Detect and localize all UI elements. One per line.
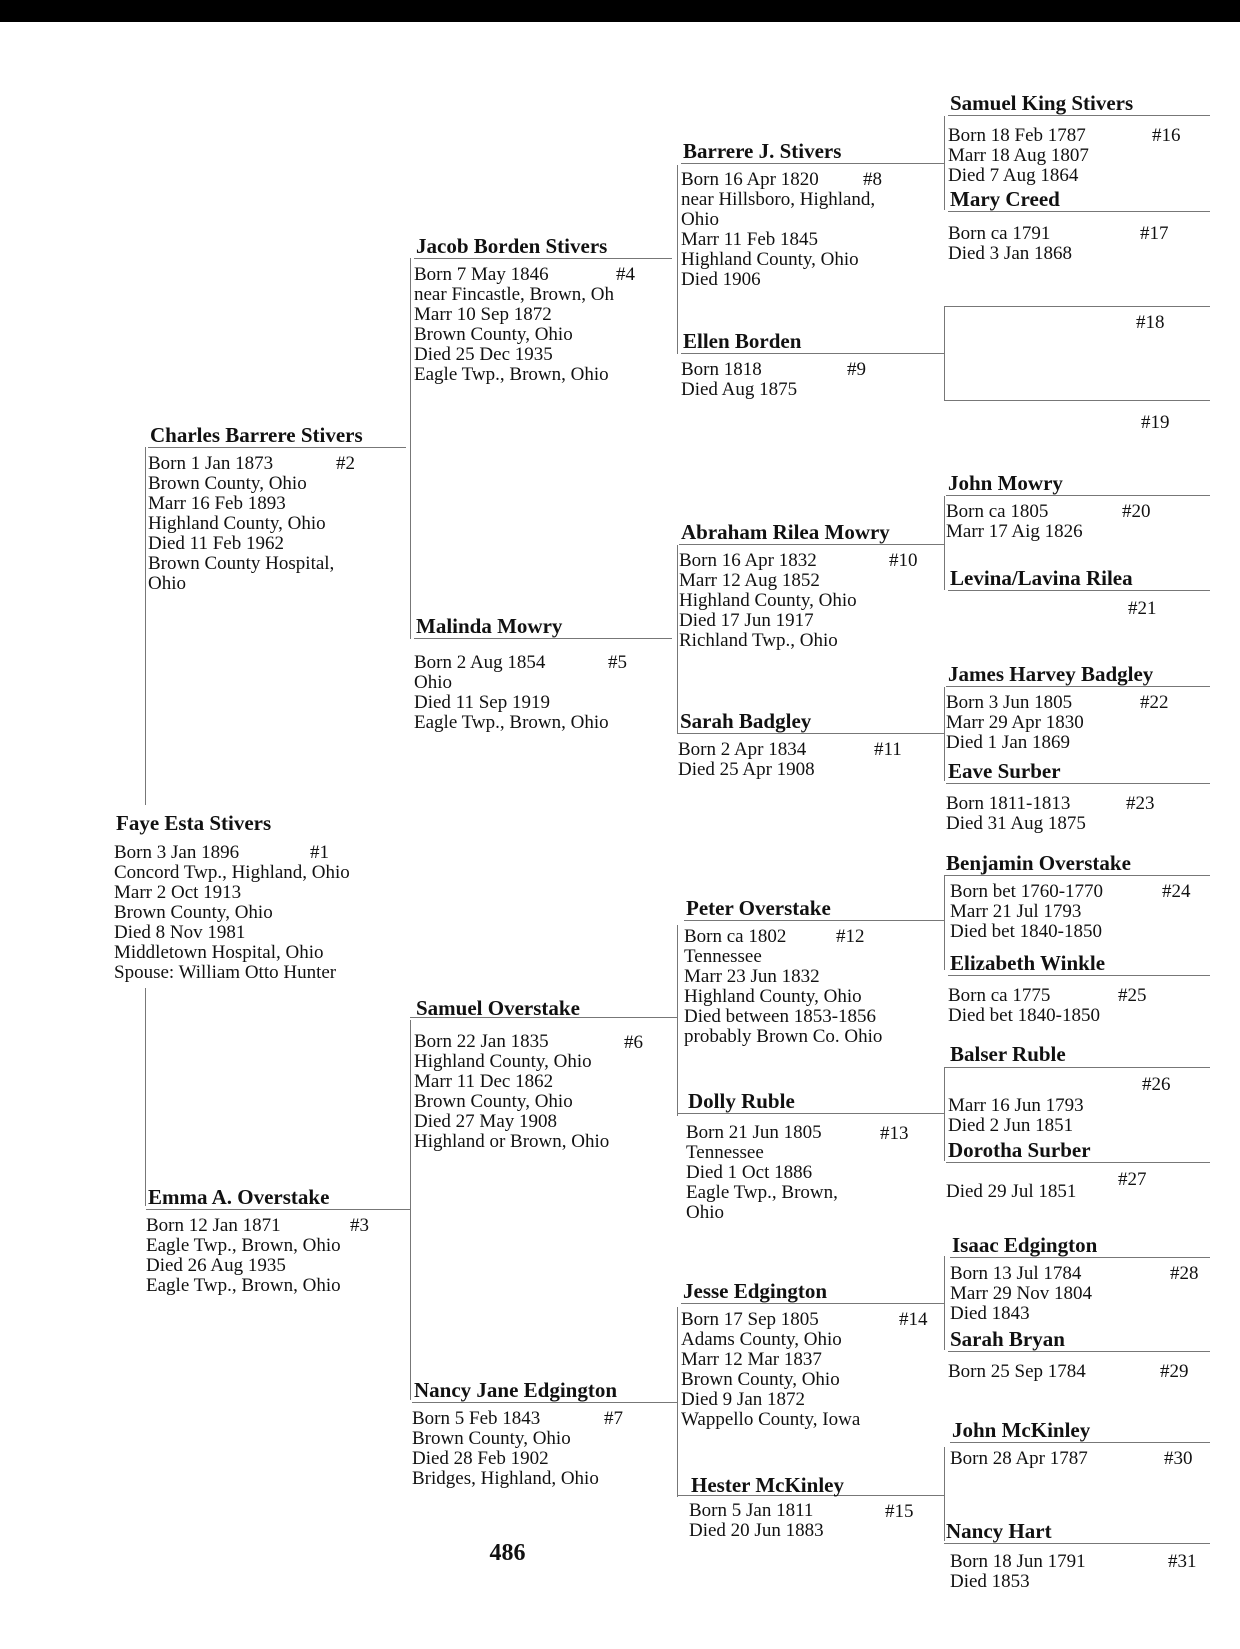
ahnentafel-number: #29 <box>1160 1361 1189 1382</box>
person-name: Barrere J. Stivers <box>681 139 945 164</box>
person-7 <box>412 1378 678 1489</box>
person-name: John Mowry <box>946 471 1210 496</box>
person-8 <box>681 139 945 290</box>
person-name: Peter Overstake <box>684 896 945 921</box>
person-name: Isaac Edgington <box>950 1233 1210 1258</box>
person-details: Born 17 Sep 1805 Adams County, Ohio Marr 12 Mar 1837 Brown County, Ohio Died 9 Jan 1872 Wappello County, Iowa <box>681 1309 861 1430</box>
person-details: Born 2 Aug 1854 Ohio Died 11 Sep 1919 Eagle Twp., Brown, Ohio <box>414 652 609 733</box>
person-28 <box>950 1233 1210 1324</box>
person-name: Jacob Borden Stivers <box>414 234 672 259</box>
ahnentafel-number: #14 <box>899 1309 928 1330</box>
person-name: Emma A. Overstake <box>146 1185 410 1210</box>
person-26 <box>948 1042 1171 1136</box>
ahnentafel-number: #17 <box>1140 223 1169 244</box>
person-name: Hester McKinley <box>691 1473 844 1497</box>
person-name: Jesse Edgington <box>681 1279 945 1304</box>
person-details: Born ca 1775 Died bet 1840-1850 <box>948 985 1100 1026</box>
person-details: Born 3 Jan 1896 Concord Twp., Highland, Ohio Marr 2 Oct 1913 Brown County, Ohio Died 8 Nov 1981 Middletown Hospital, Ohio Spouse: William Otto Hunter <box>114 842 350 983</box>
person-name: Levina/Lavina Rilea <box>948 566 1210 591</box>
person-11 <box>678 709 945 780</box>
ahnentafel-number: #27 <box>1118 1169 1147 1190</box>
person-name: Charles Barrere Stivers <box>148 423 406 448</box>
person-name: Malinda Mowry <box>414 614 672 639</box>
ahnentafel-number: #2 <box>336 453 355 474</box>
person-name: Elizabeth Winkle <box>948 951 1210 976</box>
person-name: Faye Esta Stivers <box>116 811 272 835</box>
person-5 <box>414 614 672 733</box>
person-details: Born 1 Jan 1873 Brown County, Ohio Marr 16 Feb 1893 Highland County, Ohio Died 11 Feb 1962 Brown County Hospital, Ohio <box>148 453 335 594</box>
ahnentafel-number: #4 <box>616 264 635 285</box>
person-details: Born 28 Apr 1787 <box>950 1448 1088 1469</box>
person-4 <box>414 234 672 385</box>
person-name: Nancy Jane Edgington <box>412 1378 678 1403</box>
person-name: Dolly Ruble <box>688 1089 795 1113</box>
ahnentafel-number: #5 <box>608 652 627 673</box>
person-29 <box>948 1327 1210 1382</box>
ahnentafel-number: #18 <box>1136 312 1165 333</box>
person-3 <box>146 1185 410 1296</box>
person-22 <box>946 662 1210 753</box>
person-name: Mary Creed <box>948 187 1210 212</box>
person-13 <box>686 1089 909 1223</box>
person-details: Born ca 1805 Marr 17 Aig 1826 <box>946 501 1083 542</box>
person-details: Born 1818 Died Aug 1875 <box>681 359 798 400</box>
person-details: Born 25 Sep 1784 <box>948 1361 1086 1382</box>
person-details: Born 1811-1813 Died 31 Aug 1875 <box>946 793 1086 834</box>
person-20 <box>946 471 1210 542</box>
person-2 <box>148 423 406 594</box>
person-details: Born bet 1760-1770 Marr 21 Jul 1793 Died bet 1840-1850 <box>950 881 1104 942</box>
person-21 <box>948 566 1210 619</box>
ahnentafel-number: #22 <box>1140 692 1169 713</box>
ahnentafel-number: #12 <box>836 926 865 947</box>
person-10 <box>679 520 945 651</box>
ahnentafel-number: #28 <box>1170 1263 1199 1284</box>
page-number: 486 <box>489 1540 526 1566</box>
person-name: Nancy Hart <box>944 1519 1210 1544</box>
ahnentafel-number: #15 <box>885 1501 914 1522</box>
ahnentafel-number: #16 <box>1152 125 1181 146</box>
person-details: Born 18 Feb 1787 Marr 18 Aug 1807 Died 7 Aug 1864 <box>948 125 1089 186</box>
ahnentafel-number: #8 <box>863 169 882 190</box>
person-15 <box>689 1473 914 1541</box>
person-31 <box>944 1519 1210 1592</box>
person-details: Died 29 Jul 1851 <box>946 1181 1077 1202</box>
ahnentafel-number: #10 <box>889 550 918 571</box>
person-details: Born 16 Apr 1820 near Hillsboro, Highland, Ohio Marr 11 Feb 1845 Highland County, Ohio Died 1906 <box>681 169 876 290</box>
ahnentafel-number: #23 <box>1126 793 1155 814</box>
person-details: Born ca 1802 Tennessee Marr 23 Jun 1832 Highland County, Ohio Died between 1853-1856 probably Brown Co. Ohio <box>684 926 883 1047</box>
ahnentafel-number: #19 <box>1141 412 1170 433</box>
person-details: Born 5 Feb 1843 Brown County, Ohio Died 28 Feb 1902 Bridges, Highland, Ohio <box>412 1408 599 1489</box>
ahnentafel-number: #30 <box>1164 1448 1193 1469</box>
person-name: James Harvey Badgley <box>946 662 1210 687</box>
person-name: Samuel Overstake <box>416 996 580 1020</box>
person-name: Dorotha Surber <box>946 1138 1210 1163</box>
ahnentafel-number: #26 <box>1142 1074 1171 1095</box>
person-30 <box>950 1418 1210 1469</box>
person-25 <box>948 951 1210 1026</box>
ahnentafel-number: #1 <box>310 842 329 863</box>
person-23 <box>946 759 1210 834</box>
person-24 <box>944 851 1210 942</box>
ahnentafel-number: #6 <box>624 1032 643 1053</box>
person-name: Ellen Borden <box>681 329 945 354</box>
ahnentafel-number: #21 <box>1128 598 1157 619</box>
ahnentafel-number: #31 <box>1168 1551 1197 1572</box>
person-name: Balser Ruble <box>950 1042 1066 1066</box>
ahnentafel-number: #24 <box>1162 881 1191 902</box>
ahnentafel-number: #3 <box>350 1215 369 1236</box>
ahnentafel-number: #25 <box>1118 985 1147 1006</box>
person-name: Abraham Rilea Mowry <box>679 520 945 545</box>
person-details: Born 13 Jul 1784 Marr 29 Nov 1804 Died 1843 <box>950 1263 1092 1324</box>
person-details: Born 16 Apr 1832 Marr 12 Aug 1852 Highland County, Ohio Died 17 Jun 1917 Richland Twp., Ohio <box>679 550 857 651</box>
person-9 <box>681 329 945 400</box>
top-scan-bar <box>0 0 1240 22</box>
person-details: Born 3 Jun 1805 Marr 29 Apr 1830 Died 1 Jan 1869 <box>946 692 1084 753</box>
ahnentafel-number: #9 <box>847 359 866 380</box>
person-name: Benjamin Overstake <box>944 851 1210 876</box>
person-6 <box>414 996 643 1152</box>
person-12 <box>684 896 945 1047</box>
person-name: Sarah Badgley <box>678 709 945 734</box>
person-details: Marr 16 Jun 1793 Died 2 Jun 1851 <box>948 1095 1084 1136</box>
person-17 <box>948 187 1210 264</box>
person-name: Samuel King Stivers <box>948 91 1210 116</box>
person-details: Born 21 Jun 1805 Tennessee Died 1 Oct 1886 Eagle Twp., Brown, Ohio <box>686 1122 838 1223</box>
person-16 <box>948 91 1210 186</box>
ahnentafel-number: #7 <box>604 1408 623 1429</box>
person-details: Born 2 Apr 1834 Died 25 Apr 1908 <box>678 739 815 780</box>
person-27 <box>946 1138 1210 1202</box>
person-details: Born 5 Jan 1811 Died 20 Jun 1883 <box>689 1500 824 1541</box>
person-1 <box>114 811 350 983</box>
person-14 <box>681 1279 945 1430</box>
person-name: Eave Surber <box>946 759 1210 784</box>
person-details: Born 12 Jan 1871 Eagle Twp., Brown, Ohio Died 26 Aug 1935 Eagle Twp., Brown, Ohio <box>146 1215 341 1296</box>
person-details: Born 22 Jan 1835 Highland County, Ohio Marr 11 Dec 1862 Brown County, Ohio Died 27 May 1908 Highland or Brown, Ohio <box>414 1031 610 1152</box>
person-details: Born 7 May 1846 near Fincastle, Brown, Oh Marr 10 Sep 1872 Brown County, Ohio Died 25 Dec 1935 Eagle Twp., Brown, Ohio <box>414 264 614 385</box>
person-details: Born ca 1791 Died 3 Jan 1868 <box>948 223 1073 264</box>
ahnentafel-number: #11 <box>874 739 902 760</box>
ahnentafel-number: #20 <box>1122 501 1151 522</box>
person-details: Born 18 Jun 1791 Died 1853 <box>950 1551 1086 1592</box>
person-name: John McKinley <box>950 1418 1210 1443</box>
ahnentafel-number: #13 <box>880 1123 909 1144</box>
person-name: Sarah Bryan <box>948 1327 1210 1352</box>
